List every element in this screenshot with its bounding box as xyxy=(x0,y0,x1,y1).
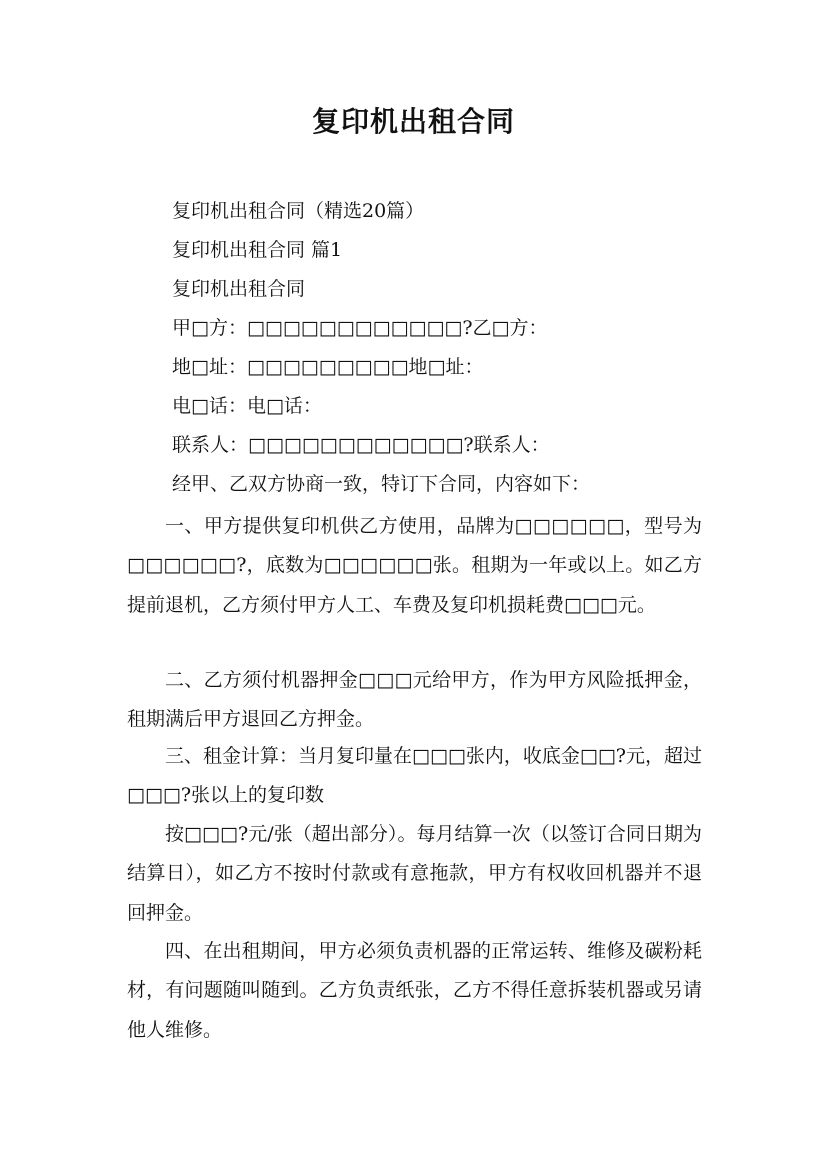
contract-name-line: 复印机出租合同 xyxy=(172,278,306,300)
clause-paragraph: 四、在出租期间，甲方必须负责机器的正常运转、维修及碳粉耗材，有问题随叫随到。乙方负责纸张，乙方不得任意拆装机器或另请他人维修。 xyxy=(127,940,702,1041)
section-heading-line: 复印机出租合同 篇1 xyxy=(172,239,343,261)
party-line: 甲□方：□□□□□□□□□□□□?乙□方： xyxy=(172,317,548,339)
document-title: 复印机出租合同 xyxy=(311,105,515,138)
clause-paragraph: 按□□□?元/张（超出部分）。每月结算一次（以签订合同日期为结算日），如乙方不按时付款或有意拖款，甲方有权收回机器并不退回押金。 xyxy=(127,823,702,924)
clause-paragraph: 一、甲方提供复印机供乙方使用，品牌为□□□□□□，型号为□□□□□□?，底数为□□□□□□张。租期为一年或以上。如乙方提前退机，乙方须付甲方人工、车费及复印机损耗费□□□元。 xyxy=(127,515,702,616)
clause-paragraph: 三、租金计算：当月复印量在□□□张内，收底金□□?元，超过□□□?张以上的复印数 xyxy=(127,745,702,807)
address-line: 地□址：□□□□□□□□□地□址： xyxy=(172,356,484,378)
clause-paragraph: 二、乙方须付机器押金□□□元给甲方，作为甲方风险抵押金，租期满后甲方退回乙方押金。 xyxy=(127,669,702,731)
contact-line: 联系人：□□□□□□□□□□□□?联系人： xyxy=(172,434,550,456)
subtitle-line: 复印机出租合同（精选20篇） xyxy=(172,200,425,222)
agreement-intro-line: 经甲、乙双方协商一致，特订下合同，内容如下： xyxy=(172,473,591,495)
phone-line: 电□话：电□话： xyxy=(172,395,322,417)
